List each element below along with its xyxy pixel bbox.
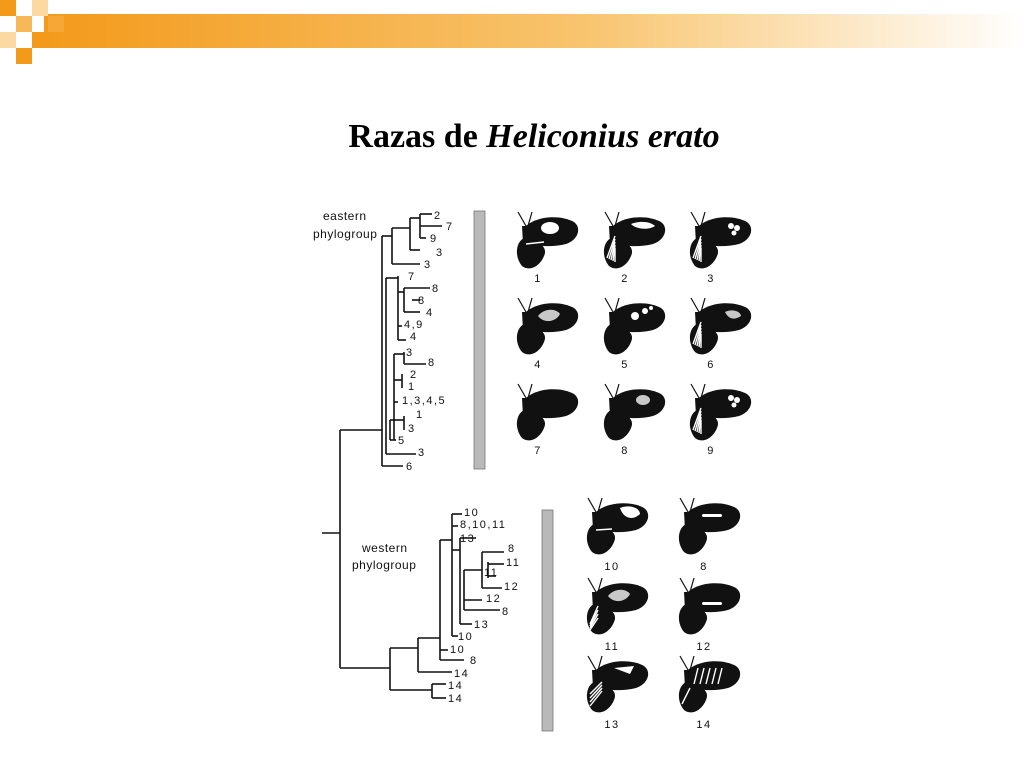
western-label-line2: phylogroup: [352, 558, 417, 572]
western-butterfly-12: [679, 578, 740, 634]
eastern-leaf-label: 3: [436, 247, 444, 259]
butterfly-label: 1: [534, 273, 542, 285]
western-butterfly-14: [679, 656, 740, 712]
eastern-leaf-label: 8: [428, 357, 436, 369]
butterfly-label: 14: [696, 719, 712, 731]
eastern-leaf-labels: [398, 210, 454, 473]
western-leaf-label: 14: [454, 668, 470, 680]
western-leaf-labels: [448, 507, 520, 705]
western-leaf-label: 13: [474, 619, 490, 631]
eastern-butterfly-3: [690, 212, 751, 268]
western-leaf-label: 11: [506, 557, 521, 569]
butterfly-label: 9: [707, 445, 715, 457]
eastern-leaf-label: 2: [434, 210, 442, 222]
western-leaf-label: 10: [458, 631, 474, 643]
western-leaf-label: 8: [508, 543, 516, 555]
western-leaf-label: 14: [448, 693, 464, 705]
eastern-leaf-label: 4: [426, 307, 434, 319]
eastern-butterfly-4: [517, 298, 578, 354]
eastern-butterfly-9: [690, 384, 751, 440]
eastern-leaf-label: 5: [398, 435, 406, 447]
eastern-leaf-label: 3: [424, 259, 432, 271]
butterfly-label: 3: [707, 273, 715, 285]
eastern-grey-bar: [474, 211, 485, 469]
eastern-leaf-label: 3: [408, 423, 416, 435]
butterfly-label: 13: [604, 719, 620, 731]
butterfly-label: 6: [707, 359, 715, 371]
eastern-leaf-label: 7: [446, 221, 454, 233]
eastern-butterfly-6: [690, 298, 751, 354]
eastern-label-line1: eastern: [323, 209, 367, 223]
butterfly-label: 12: [696, 641, 712, 653]
western-label-line1: western: [362, 541, 408, 555]
eastern-leaf-label: 4: [410, 331, 418, 343]
western-butterfly-11: [587, 578, 648, 634]
western-grey-bar: [542, 510, 553, 731]
western-leaf-label: 14: [448, 680, 464, 692]
eastern-leaf-label: 1,3,4,5: [402, 395, 447, 407]
title-prefix: Razas de: [348, 118, 487, 155]
butterfly-label: 4: [534, 359, 542, 371]
butterfly-label: 8: [700, 561, 708, 573]
butterfly-label: 7: [534, 445, 542, 457]
eastern-leaf-label: 1: [416, 409, 424, 421]
eastern-leaf-label: 3: [406, 347, 414, 359]
eastern-butterfly-8: [604, 384, 665, 440]
western-butterfly-10: [587, 498, 648, 554]
western-leaf-label: 8: [470, 655, 478, 667]
western-butterfly-13: [587, 656, 648, 712]
butterfly-label: 10: [604, 561, 620, 573]
butterfly-label: 8: [621, 445, 629, 457]
eastern-butterfly-2: [604, 212, 665, 268]
eastern-label-line2: phylogroup: [313, 227, 378, 241]
western-leaf-label: 10: [464, 507, 480, 519]
butterfly-label: 2: [621, 273, 629, 285]
eastern-butterfly-5: [604, 298, 665, 354]
eastern-leaf-label: 1: [408, 381, 416, 393]
eastern-leaf-label: 2: [410, 369, 418, 381]
eastern-leaf-label: 8: [418, 295, 426, 307]
butterfly-label: 11: [604, 641, 620, 653]
butterfly-label: 5: [621, 359, 629, 371]
western-leaf-label: 13: [460, 533, 476, 545]
western-butterfly-8: [679, 498, 740, 554]
eastern-butterfly-1: [517, 212, 578, 268]
eastern-leaf-label: 4,9: [404, 319, 424, 331]
eastern-leaf-label: 7: [408, 271, 416, 283]
western-leaf-label: 10: [450, 644, 466, 656]
eastern-butterfly-7: [517, 384, 578, 440]
eastern-leaf-label: 8: [432, 283, 440, 295]
eastern-leaf-label: 6: [406, 461, 414, 473]
eastern-leaf-label: 3: [418, 447, 426, 459]
western-leaf-label: 12: [504, 581, 520, 593]
eastern-leaf-label: 9: [430, 233, 438, 245]
western-leaf-label: 8,10,11: [460, 519, 507, 531]
western-leaf-label: 11: [484, 567, 499, 579]
western-leaf-label: 12: [486, 593, 502, 605]
title-species: Heliconius erato: [486, 118, 720, 155]
western-leaf-label: 8: [502, 606, 510, 618]
